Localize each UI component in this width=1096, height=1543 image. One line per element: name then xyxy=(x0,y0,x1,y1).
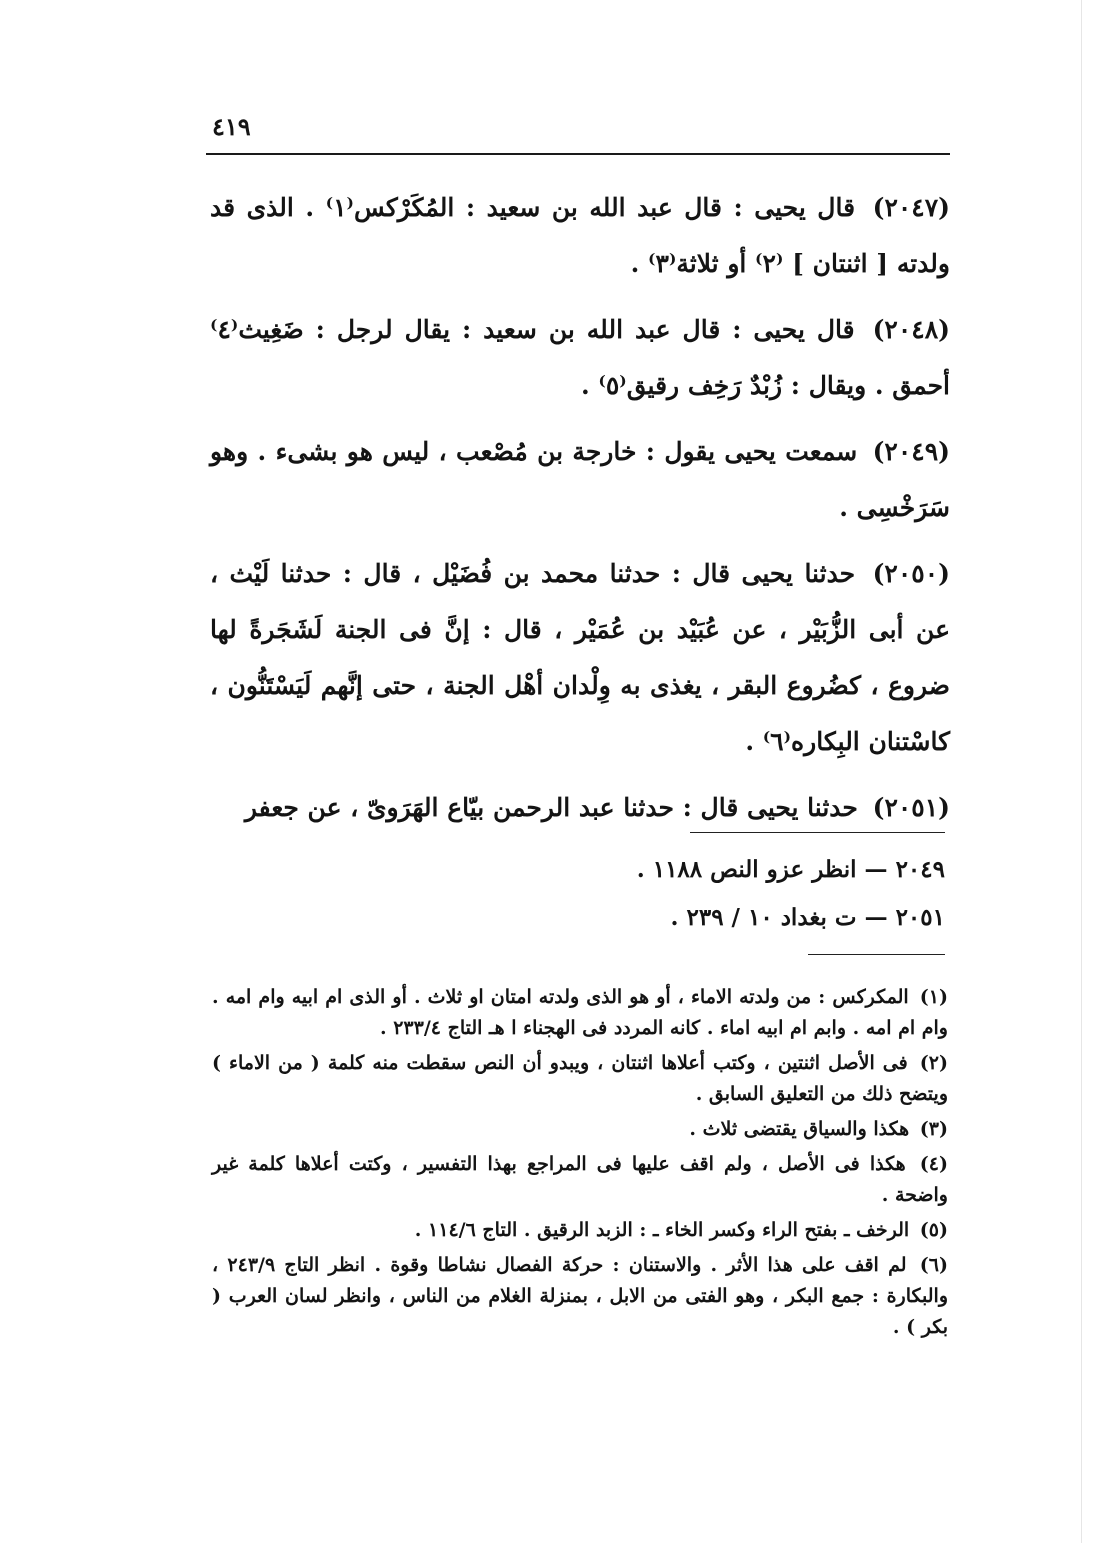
entry-number: (٢٠٤٩) xyxy=(872,437,950,466)
footnote-text: هكذا فى الأصل ، ولم اقف عليها فى المراجع بهذا التفسير ، وكتت أعلاها كلمة غير واضحة . xyxy=(212,1153,948,1206)
reference-2051: ٢٠٥١ — ت بغداد ١٠ / ٢٣٩ . xyxy=(670,904,945,931)
footnote-number: (٤) xyxy=(919,1153,948,1175)
entry-text: حدثنا يحيى قال : حدثنا عبد الرحمن بيّاع الهَرَوىّ ، عن جعفر xyxy=(244,793,858,822)
footnote-number: (٢) xyxy=(919,1052,948,1074)
references xyxy=(520,846,945,942)
footnote-6 xyxy=(212,1250,948,1343)
entry-text: قال يحيى : قال عبد الله بن سعيد : يقال لرجل : ضَغِيث⁽٤⁾ أحمق . ويقال : زُبْدٌ رَخِف رقيق⁽٥⁾ . xyxy=(210,315,950,400)
footnote-2 xyxy=(212,1048,948,1110)
entry-2051 xyxy=(210,780,950,836)
entry-number: (٢٠٥٠) xyxy=(872,559,950,588)
footnote-5 xyxy=(212,1215,948,1246)
footnote-number: (١) xyxy=(919,986,948,1008)
reference-2049: ٢٠٤٩ — انظر عزو النص ١١٨٨ . xyxy=(636,856,945,883)
footnote-text: الرخف ـ بفتح الراء وكسر الخاء ـ : الزبد الرقيق . التاج ١١٤/٦ . xyxy=(414,1219,910,1241)
footnote-number: (٦) xyxy=(919,1254,948,1276)
footnote-text: فى الأصل اثنتين ، وكتب أعلاها اثنتان ، ويبدو أن النص سقطت منه كلمة ( من الاماء ) ويتضح ذلك من التعليق السابق . xyxy=(212,1052,948,1105)
footnote-number: (٣) xyxy=(919,1118,948,1140)
main-text xyxy=(210,180,950,846)
entry-number: (٢٠٤٧) xyxy=(872,193,950,222)
entry-number: (٢٠٤٨) xyxy=(872,315,950,344)
page-number: ٤١٩ xyxy=(212,112,251,141)
entry-text: قال يحيى : قال عبد الله بن سعيد : المُكَرْكس⁽١⁾ . الذى قد ولدته [ اثنتان ] ⁽٢⁾ أو ثلاثة⁽٣⁾ . xyxy=(210,193,950,278)
entry-2047 xyxy=(210,180,950,292)
page-edge-line xyxy=(1081,0,1082,1543)
footnote-text: لم اقف على هذا الأثر . والاستنان : حركة الفصال نشاطا وقوة . انظر التاج ٢٤٣/٩ ، والبكارة : جمع البكر ، وهو الفتى من الابل ، بمنزلة الغلام من الناس ، وانظر لسان العرب ( بكر ) . xyxy=(212,1254,948,1338)
footnote-text: هكذا والسياق يقتضى ثلاث . xyxy=(689,1118,910,1140)
footnotes xyxy=(212,982,948,1347)
entry-2049 xyxy=(210,424,950,536)
entry-text: حدثنا يحيى قال : حدثنا محمد بن فُضَيْل ، قال : حدثنا لَيْث ، عن أبى الزُّبَيْر ، عن عُبَيْد بن عُمَيْر ، قال : إنَّ فى الجنة لَشَجَرةً لها ضروع ، كضُروع البقر ، يغذى به وِلْدان أهْل الجنة ، حتى إنَّهم لَيَسْتَنُّون ، كاسْتنان البِكاره⁽٦⁾ . xyxy=(210,559,950,756)
footnote-4 xyxy=(212,1149,948,1211)
footnotes-rule xyxy=(808,954,945,955)
entry-text: سمعت يحيى يقول : خارجة بن مُصْعب ، ليس هو بشىء . وهو سَرَخْسِى . xyxy=(210,437,950,522)
header-rule xyxy=(206,153,950,155)
footnote-1 xyxy=(212,982,948,1044)
footnote-number: (٥) xyxy=(919,1219,948,1241)
footnote-text: المكركس : من ولدته الاماء ، أو هو الذى ولدته امتان او ثلاث . أو الذى ام ابيه وام امه . وام ام امه . وابم ام ابيه اماء . كانه المردد فى الهجناء ا هـ التاج ٢٣٣/٤ . xyxy=(212,986,948,1039)
entry-2048 xyxy=(210,302,950,414)
entry-number: (٢٠٥١) xyxy=(872,793,950,822)
references-rule xyxy=(690,832,945,833)
entry-2050 xyxy=(210,546,950,770)
footnote-3 xyxy=(212,1114,948,1145)
